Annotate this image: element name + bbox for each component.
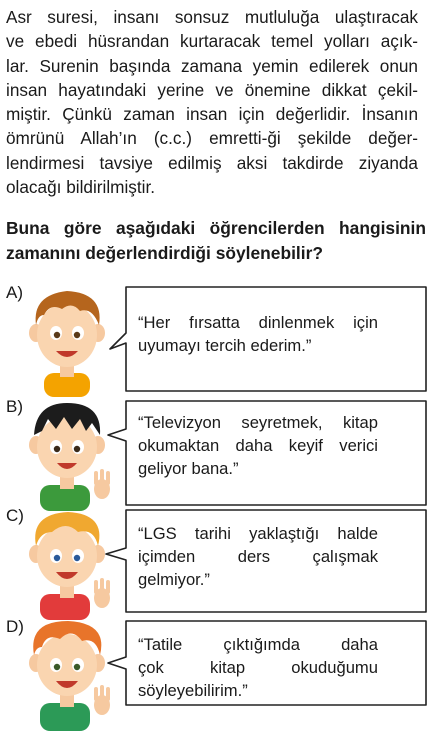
- question-stem: [6, 216, 426, 265]
- reading-passage: [6, 5, 418, 199]
- bubble-line: gelmiyor.”: [138, 570, 210, 589]
- bubble-line: okumaktan daha keyif verici: [138, 436, 378, 455]
- bubble-text: [138, 311, 378, 357]
- passage-line: lendirmesi tavsiye edilmiş aksi takdirde ziyanda: [6, 152, 418, 173]
- option-a[interactable]: [0, 283, 434, 401]
- passage-line: miştir. Çünkü zaman insan için değerlidir. İnsanın: [6, 104, 418, 125]
- bubble-line: “Her fırsatta dinlenmek için: [138, 313, 378, 332]
- passage-line: insan hayatındaki yerine ve önemine dikkat çekil-: [6, 79, 418, 100]
- bubble-text: [138, 411, 378, 480]
- bubble-line: “LGS tarihi yaklaştığı halde: [138, 524, 378, 543]
- student-avatar: [22, 508, 112, 620]
- bubble-text: [138, 633, 378, 702]
- passage-line: Asr suresi, insanı sonsuz mutluluğa ulaştıracak: [6, 7, 418, 27]
- bubble-line: “Televizyon seyretmek, kitap: [138, 413, 378, 432]
- question-line: zamanını değerlendirdiği söylenebilir?: [6, 242, 323, 263]
- student-avatar: [22, 619, 112, 731]
- option-letter: A): [6, 283, 23, 302]
- option-letter: D): [6, 617, 24, 636]
- passage-line: lar. Surenin başında zamana yemin edilerek onun: [6, 55, 418, 76]
- option-b[interactable]: [0, 397, 434, 515]
- student-avatar: [22, 285, 112, 397]
- passage-line: ömrünü Allah’ın (c.c.) emretti-ği şekilde değer-: [6, 128, 418, 149]
- passage-line: ve ebedi hüsrandan kurtaracak temel yolları açık-: [6, 31, 418, 52]
- option-letter: B): [6, 397, 23, 416]
- bubble-line: geliyor bana.”: [138, 459, 239, 478]
- bubble-line: içimden ders çalışmak: [138, 547, 378, 566]
- option-c[interactable]: [0, 506, 434, 624]
- bubble-line: “Tatile çıktığımda daha: [138, 635, 378, 654]
- bubble-line: çok kitap okuduğumu: [138, 658, 378, 677]
- shirt: [40, 703, 90, 731]
- option-letter: C): [6, 506, 24, 525]
- bubble-text: [138, 522, 378, 591]
- option-d[interactable]: [0, 617, 434, 735]
- student-avatar: [22, 399, 112, 511]
- question-line: Buna göre aşağıdaki öğrencilerden hangisinin: [6, 218, 426, 238]
- bubble-line: söyleyebilirim.”: [138, 681, 248, 700]
- passage-line: olacağı bildirilmiştir.: [6, 177, 156, 198]
- bubble-line: uyumayı tercih ederim.”: [138, 336, 312, 355]
